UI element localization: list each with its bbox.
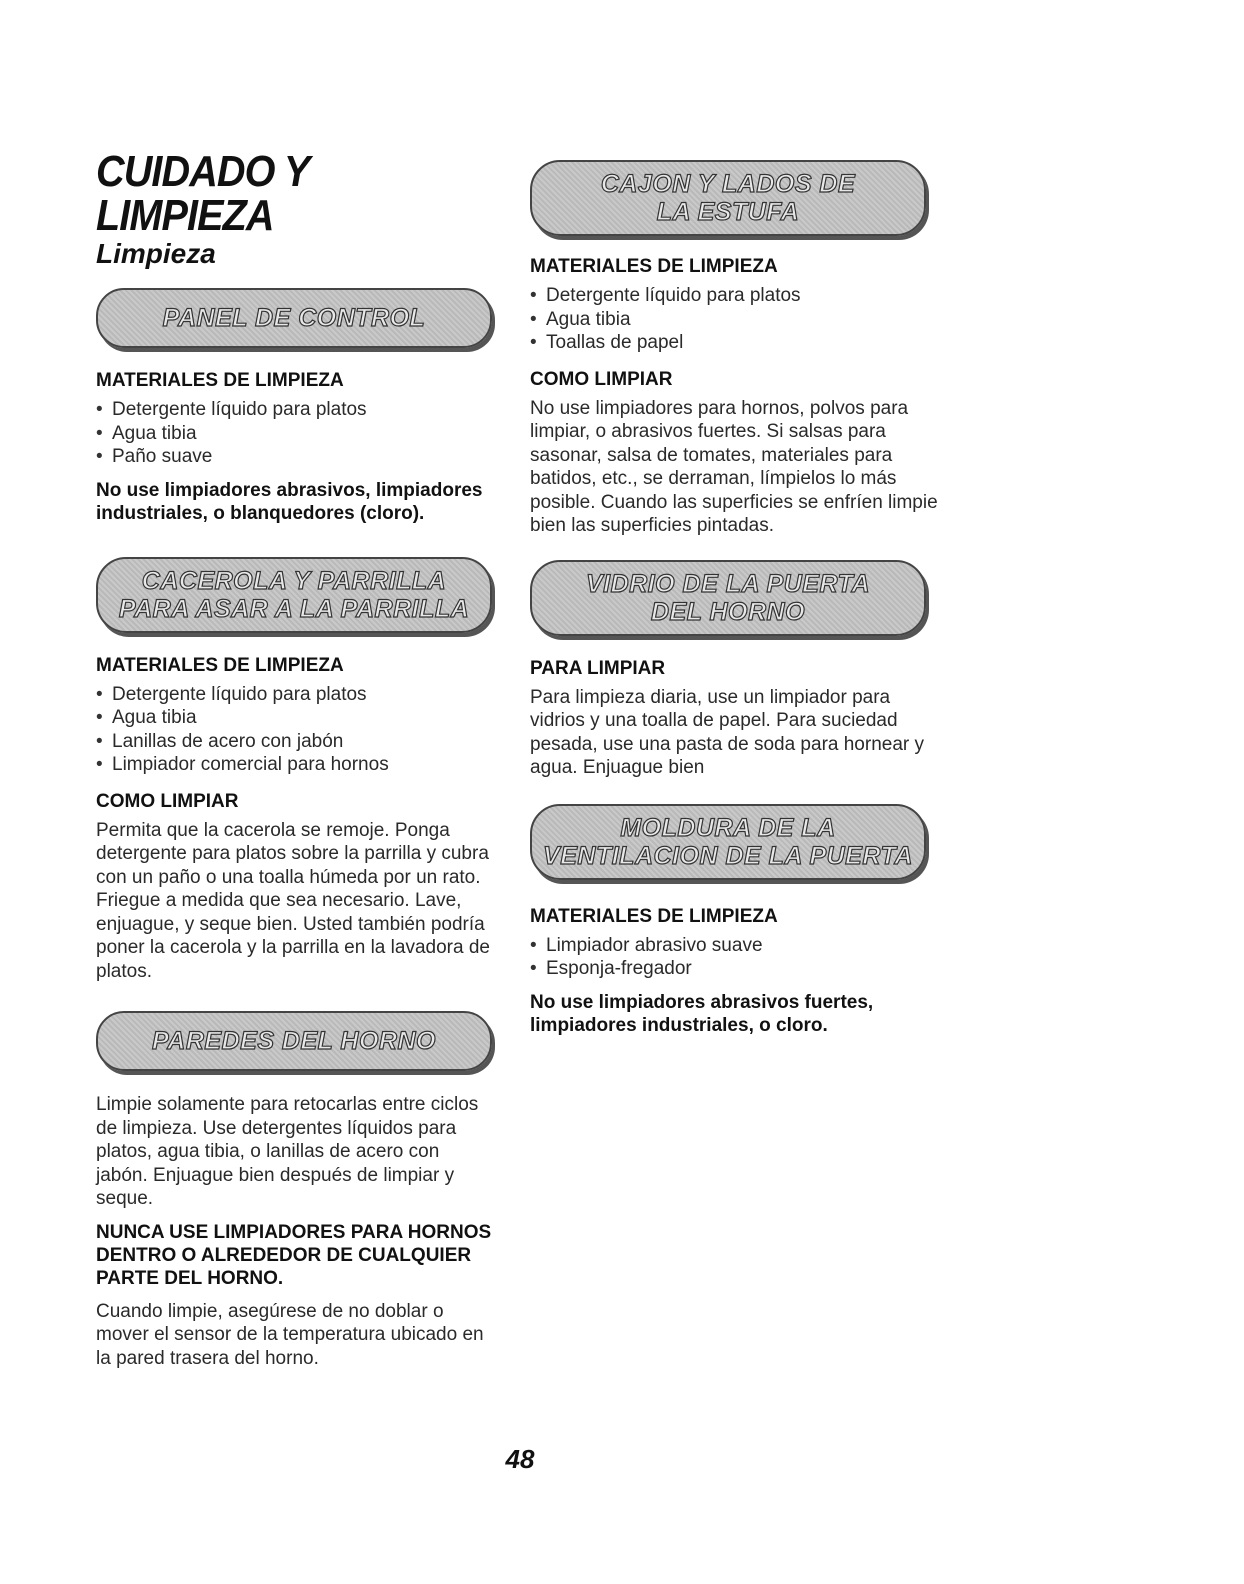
section-banner	[530, 804, 926, 880]
note-text: Cuando limpie, asegúrese de no doblar o mover el sensor de la temperatura ubicado en la pared trasera del horno.	[96, 1300, 484, 1369]
section-banner	[96, 288, 492, 348]
list-item: • Limpiador abrasivo suave	[530, 934, 950, 958]
materials-heading: MATERIALES DE LIMPIEZA	[530, 905, 778, 927]
how-to-text: Permita que la cacerola se remoje. Ponga detergente para platos sobre la parrilla y cubra con un paño o una toalla húmeda por un rato. Friegue a medida que sea necesario. Lave, enjuague, y seque bien. Usted también podría poner la cacerola y la parrilla en la lavadora de platos.	[96, 819, 490, 982]
banner-text: PAREDES DEL HORNO	[151, 1027, 436, 1055]
materials-list	[96, 398, 496, 469]
list-item: • Detergente líquido para platos	[530, 284, 950, 308]
section-banner	[96, 557, 492, 633]
list-item: • Agua tibia	[96, 422, 496, 446]
list-item: • Paño suave	[96, 445, 496, 469]
banner-text: VIDRIO DE LA PUERTA DEL HORNO	[585, 569, 871, 626]
section-banner	[96, 1011, 492, 1071]
materials-list	[530, 284, 950, 355]
banner-text: CAJON Y LADOS DE LA ESTUFA	[600, 170, 856, 226]
how-to-heading: COMO LIMPIAR	[530, 368, 673, 390]
list-item: • Limpiador comercial para hornos	[96, 753, 496, 777]
list-item: • Detergente líquido para platos	[96, 683, 496, 707]
warning-text: NUNCA USE LIMPIADORES PARA HORNOS DENTRO O ALREDEDOR DE CUALQUIER PARTE DEL HORNO.	[96, 1221, 492, 1289]
list-item: • Detergente líquido para platos	[96, 398, 496, 422]
list-item: • Toallas de papel	[530, 331, 950, 355]
section-panel-control	[96, 288, 496, 525]
left-column	[96, 147, 496, 1380]
section-banner	[530, 560, 926, 636]
how-to-text: Para limpieza diaria, use un limpiador para vidrios y una toalla de papel. Para suciedad pesada, use una pasta de soda para hornear y agua. Enjuague bien	[530, 686, 925, 778]
section-vidrio-puerta	[530, 560, 950, 780]
section-cajon-lados	[530, 160, 950, 538]
list-item: • Agua tibia	[96, 706, 496, 730]
how-to-text: No use limpiadores para hornos, polvos para limpiar, o abrasivos fuertes. Si salsas para sasonar, salsa de tomates, materiales para batidos, etc., se derraman, límpielos lo más posible. Cuando las superficies se enfríen limpie bien las superficies pintadas.	[530, 397, 938, 536]
materials-list	[96, 683, 496, 777]
how-to-heading: PARA LIMPIAR	[530, 657, 666, 679]
how-to-heading: COMO LIMPIAR	[96, 790, 239, 812]
page-number: 48	[505, 1444, 535, 1474]
materials-list	[530, 934, 950, 981]
body-text: Limpie solamente para retocarlas entre ciclos de limpieza. Use detergentes líquidos para platos, agua tibia, o lanillas de acero con jabón. Enjuague bien después de limpiar y seque.	[96, 1094, 479, 1209]
materials-heading: MATERIALES DE LIMPIEZA	[530, 256, 778, 277]
section-paredes-horno	[96, 1011, 496, 1370]
list-item: • Esponja-fregador	[530, 957, 950, 981]
section-moldura-ventilacion	[530, 804, 950, 1037]
section-banner	[530, 160, 926, 236]
banner-text: MOLDURA DE LA VENTILACION DE LA PUERTA	[543, 813, 913, 870]
materials-heading: MATERIALES DE LIMPIEZA	[96, 654, 344, 676]
warning-text: No use limpiadores abrasivos, limpiadores industriales, o blanquedores (cloro).	[96, 479, 483, 524]
right-column	[530, 160, 950, 1047]
page-title: CUIDADO Y LIMPIEZA	[96, 147, 309, 240]
banner-text: CACEROLA Y PARRILLA PARA ASAR A LA PARRILLA	[118, 566, 470, 623]
list-item: • Agua tibia	[530, 308, 950, 332]
warning-text: No use limpiadores abrasivos fuertes, limpiadores industriales, o cloro.	[530, 991, 874, 1036]
banner-text: PANEL DE CONTROL	[162, 304, 426, 332]
section-cacerola-parrilla	[96, 557, 496, 984]
materials-heading: MATERIALES DE LIMPIEZA	[96, 370, 344, 391]
page-subtitle: Limpieza	[96, 238, 216, 269]
list-item: • Lanillas de acero con jabón	[96, 730, 496, 754]
